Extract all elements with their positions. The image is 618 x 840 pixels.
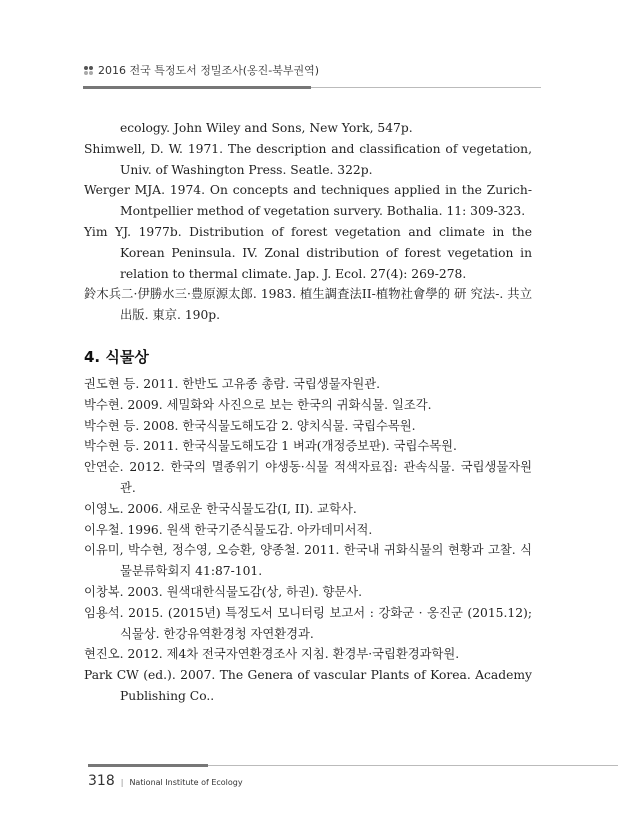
footer-separator: | [120,778,124,787]
reference-entry: 박수현 등. 2011. 한국식물도해도감 1 벼과(개정증보판). 국립수목원. [84,439,457,454]
section-heading: 4. 식물상 [84,348,149,366]
reference-entry: 鈴木兵二·伊勝水三·豊原源太郎. 1983. 植生調査法II-植物社會學的 研 究法-. 共立出版. 東京. 190p. [84,287,532,323]
page-number: 318 [88,773,115,789]
reference-entry: 이우철. 1996. 원색 한국기준식물도감. 아카데미서적. [84,522,373,537]
footer-institute: National Institute of Ecology [129,778,243,787]
reference-entry: Werger MJA. 1974. On concepts and techniques applied in the Zurich-Montpellier method of vegetation survery. Bothalia. 11: 309-323. [84,183,532,219]
reference-entry: 이창복. 2003. 원색대한식물도감(상, 하권). 향문사. [84,584,363,599]
reference-entry: 현진오. 2012. 제4차 전국자연환경조사 지침. 환경부·국립환경과학원. [84,647,460,662]
reference-entry: Shimwell, D. W. 1971. The description and classification of vegetation, Univ. of Washington Press. Seatle. 322p. [84,141,532,177]
footer-rule-thin [208,765,618,766]
reference-entry: Park CW (ed.). 2007. The Genera of vascular Plants of Korea. Academy Publishing Co.. [84,668,532,703]
header-dots-icon [84,66,93,75]
reference-entry: 박수현 등. 2008. 한국식물도해도감 2. 양치식물. 국립수목원. [84,418,416,433]
reference-entry: 임용석. 2015. (2015년) 특정도서 모니터링 보고서 : 강화군 · 옹진군 (2015.12); 식물상. 한강유역환경청 자연환경과. [84,605,532,641]
reference-entry: 안연순. 2012. 한국의 멸종위기 야생동·식물 적색자료집: 관속식물. 국립생물자원관. [84,460,532,495]
footer-rule-thick [88,764,208,767]
reference-entry: ecology. John Wiley and Sons, New York, 547p. [120,121,413,135]
reference-list-flora [84,374,532,707]
header-title: 2016 전국 특정도서 정밀조사(옹진-북부권역) [98,64,320,77]
header-rule-thick [83,86,311,89]
header-rule-thin [311,87,541,88]
reference-entry: 박수현. 2009. 세밀화와 사진으로 보는 한국의 귀화식물. 일조각. [84,397,432,412]
reference-entry: Yim YJ. 1977b. Distribution of forest vegetation and climate in the Korean Peninsula. IV. Zonal distribution of forest vegetation in relation to thermal climate. Jap. J. Ecol. 27(4): 269-278. [84,224,532,281]
reference-entry: 권도현 등. 2011. 한반도 고유종 총람. 국립생물자원관. [84,377,381,391]
reference-entry: 이영노. 2006. 새로운 한국식물도감(I, II). 교학사. [84,501,357,516]
running-header [84,62,319,78]
reference-list-top [84,118,532,326]
footer [88,773,243,789]
reference-entry: 이유미, 박수현, 정수영, 오승환, 양종철. 2011. 한국내 귀화식물의 현황과 고찰. 식물분류학회지 41:87-101. [84,543,532,579]
